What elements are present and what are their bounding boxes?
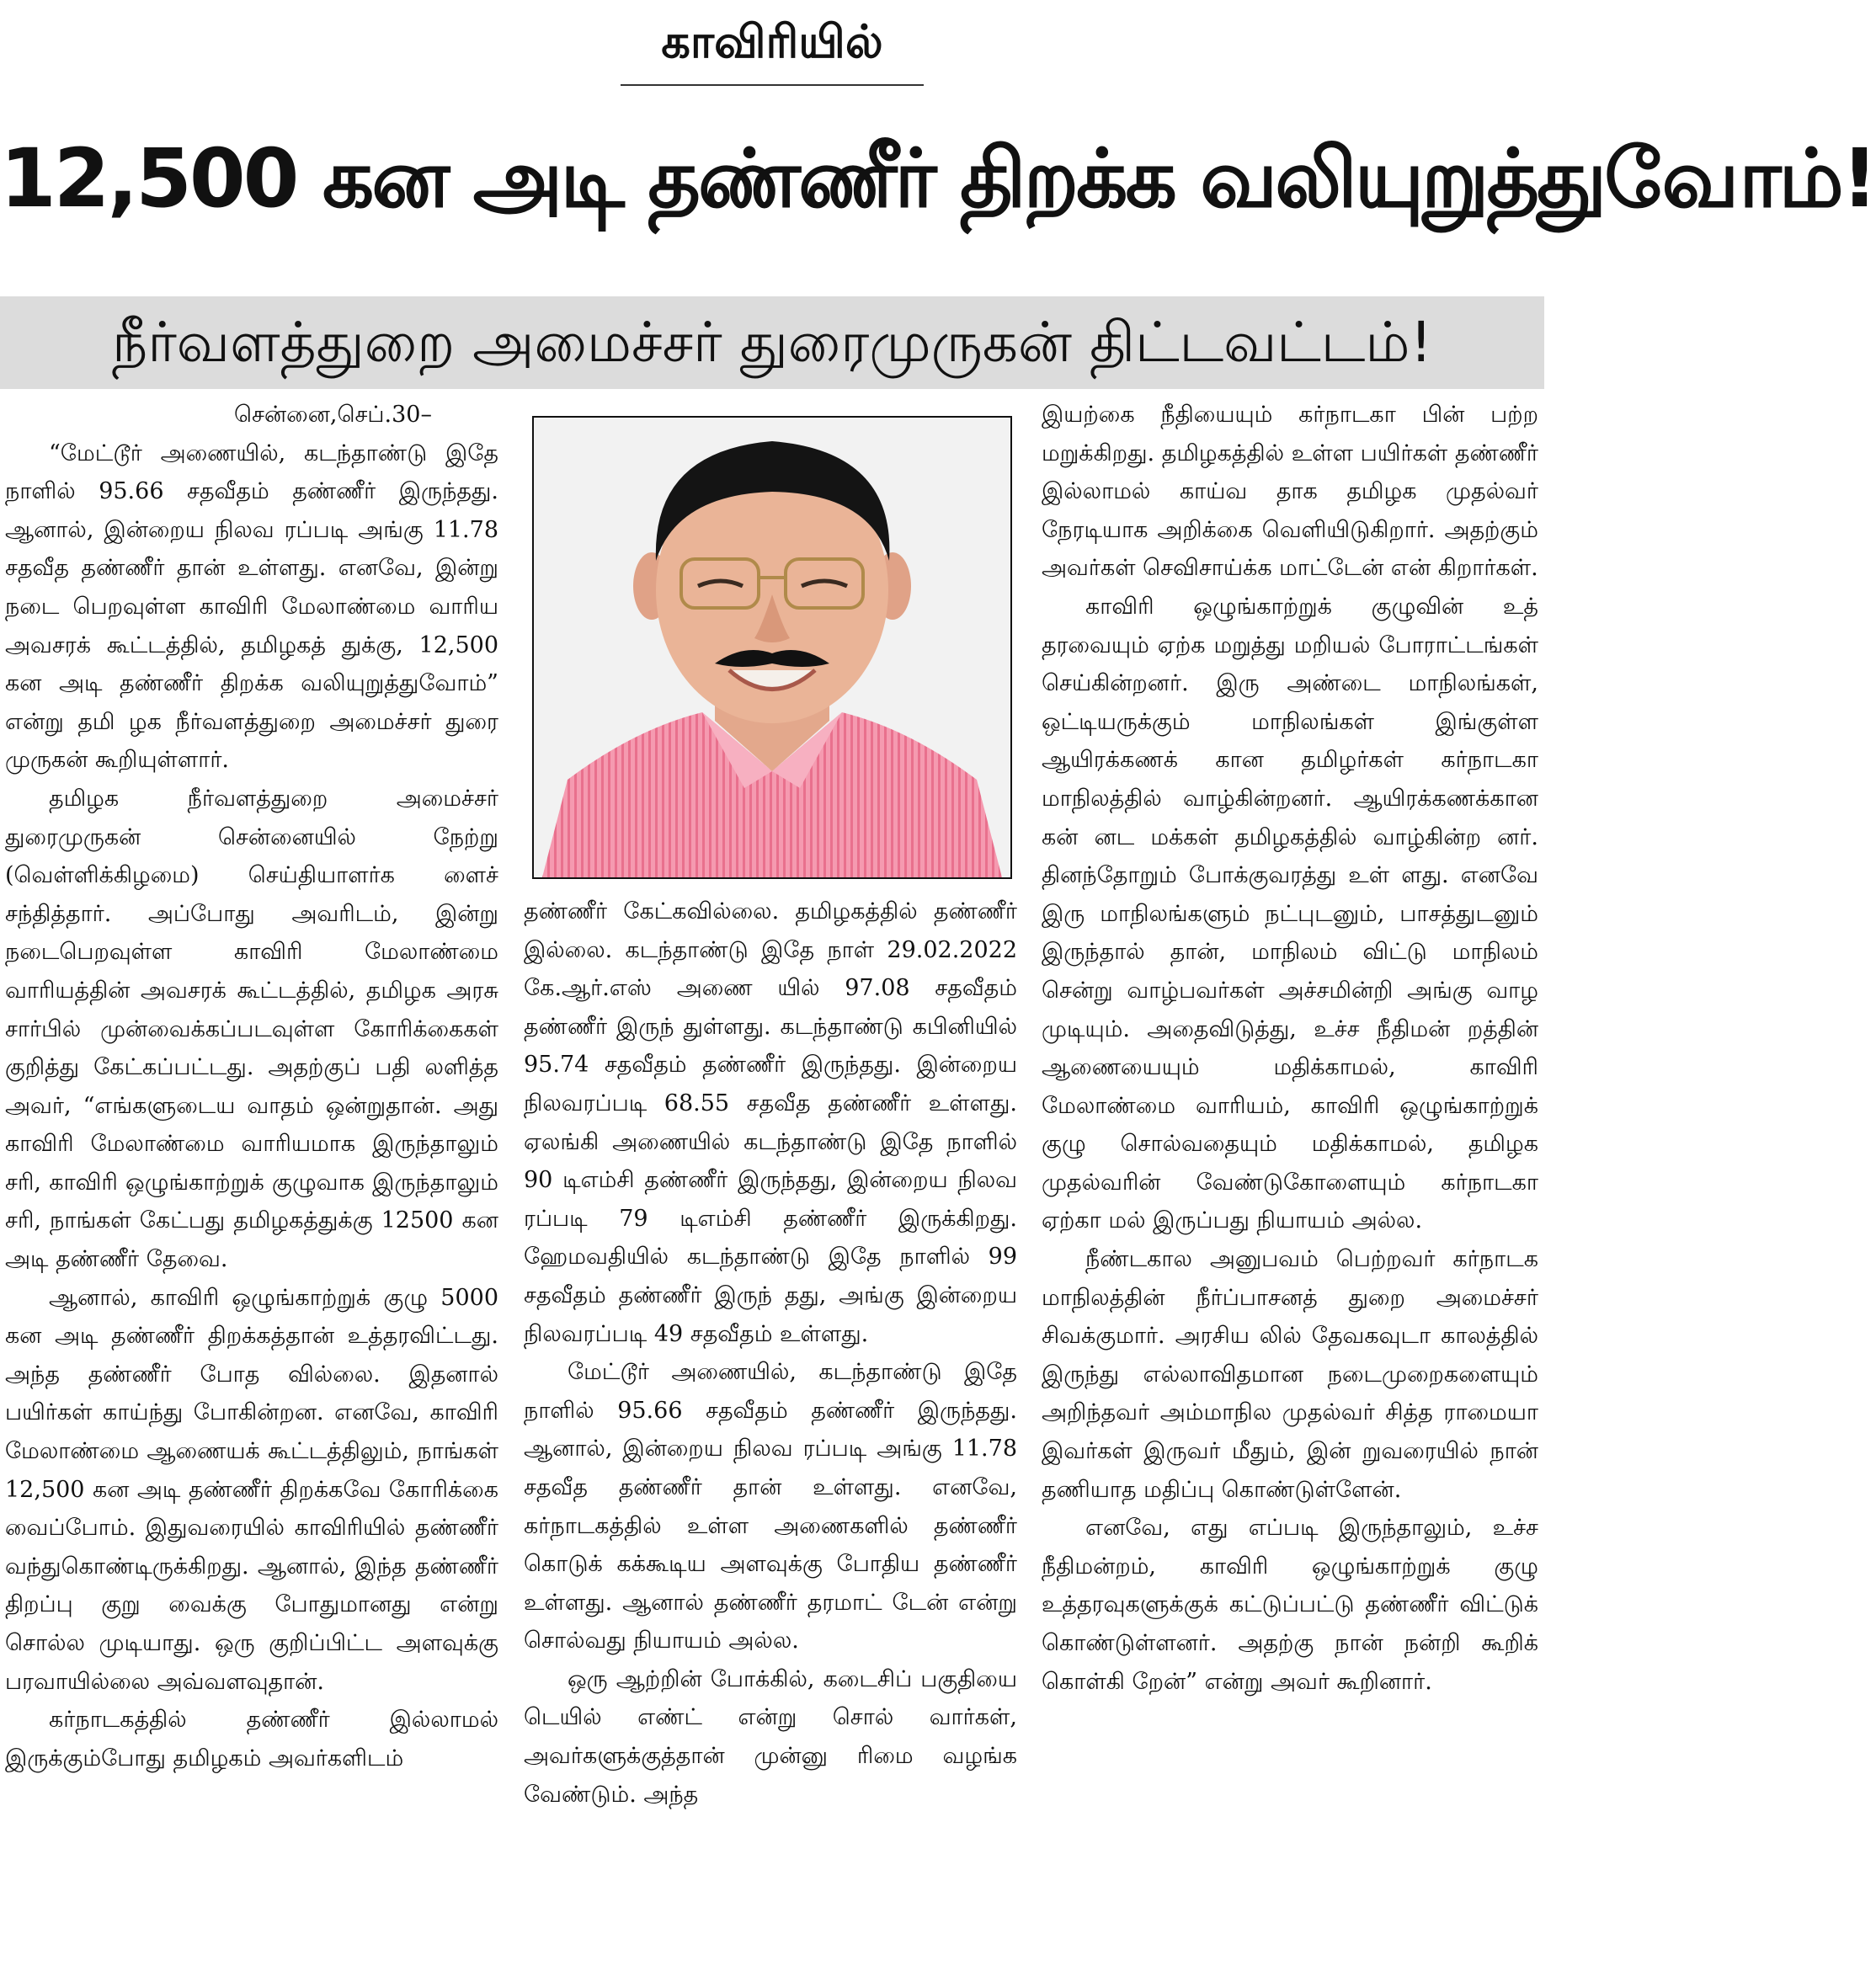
minister-photo — [532, 416, 1012, 879]
paragraph: தமிழக நீர்வளத்துறை அமைச்சர் துரைமுருகன் சென்னையில் நேற்று (வெள்ளிக்கிழமை) செய்தியாளர்க ளைச் சந்தித்தார். அப்போது அவரிடம், இன்று நடைபெறவுள்ள காவிரி மேலாண்மை வாரியத்தின் அவசரக் கூட்டத்தில், தமிழக அரசு சார்பில் முன்வைக்கப்படவுள்ள கோரிக்கைகள் குறித்து கேட்கப்பட்டது. அதற்குப் பதி லளித்த அவர், “எங்களுடைய வாதம் ஒன்றுதான். அது காவிரி மேலாண்மை வாரியமாக இருந்தாலும் சரி, காவிரி ஒழுங்காற்றுக் குழுவாக இருந்தாலும் சரி, நாங்கள் கேட்பது தமிழகத்துக்கு 12500 கன அடி தண்ணீர் தேவை. — [5, 785, 498, 1273]
dateline-paragraph — [5, 396, 498, 434]
paragraph: நீண்டகால அனுபவம் பெற்றவர் கர்நாடக மாநிலத்தின் நீர்ப்பாசனத் துறை அமைச்சர் சிவக்குமார். அரசிய லில் தேவகவுடா காலத்தில் இருந்து எல்லாவிதமான நடைமுறைகளையும் அறிந்தவர் அம்மாநில முதல்வர் சித்த ராமையா இவர்கள் இருவர் மீதும், இன் றுவரையில் நான் தணியாத மதிப்பு கொண்டுள்ளேன். — [1042, 1246, 1538, 1503]
paragraph: எனவே, எது எப்படி இருந்தாலும், உச்ச நீதிமன்றம், காவிரி ஒழுங்காற்றுக் குழு உத்தரவுகளுக்குக் கட்டுப்பட்டு தண்ணீர் விட்டுக் கொண்டுள்ளனர். அதற்கு நான் நன்றி கூறிக் கொள்கி றேன்” என்று அவர் கூறினார். — [1042, 1515, 1538, 1695]
paragraph: தண்ணீர் கேட்கவில்லை. தமிழகத்தில் தண்ணீர் இல்லை. கடந்தாண்டு இதே நாள் 29.02.2022 கே.ஆர்.எஸ் அணை யில் 97.08 சதவீதம் தண்ணீர் இருந் துள்ளது. கடந்தாண்டு கபினியில் 95.74 சதவீதம் தண்ணீர் இருந்தது. இன்றைய நிலவரப்படி 68.55 சதவீத தண்ணீர் உள்ளது. ஏலங்கி அணையில் கடந்தாண்டு இதே நாளில் 90 டிஎம்சி தண்ணீர் இருந்தது, இன்றைய நிலவ ரப்படி 79 டிஎம்சி தண்ணீர் இருக்கிறது. ஹேமவதியில் கடந்தாண்டு இதே நாளில் 99 சதவீதம் தண்ணீர் இருந் தது, அங்கு இன்றைய நிலவரப்படி 49 சதவீதம் உள்ளது. — [524, 898, 1017, 1347]
kicker-underline — [621, 84, 924, 86]
paragraph: ஒரு ஆற்றின் போக்கில், கடைசிப் பகுதியை டெயில் எண்ட் என்று சொல் வார்கள், அவர்களுக்குத்தான் முன்னு ரிமை வழங்க வேண்டும். அந்த — [524, 1665, 1017, 1808]
paragraph: இயற்கை நீதியையும் கர்நாடகா பின் பற்ற மறுக்கிறது. தமிழகத்தில் உள்ள பயிர்கள் தண்ணீர் இல்லாமல் காய்வ தாக தமிழக முதல்வர் நேரடியாக அறிக்கை வெளியிடுகிறார். அதற்கும் அவர்கள் செவிசாய்க்க மாட்டேன் என் கிறார்கள். — [1042, 402, 1538, 582]
headline: 12,500 கன அடி தண்ணீர் திறக்க வலியுறுத்துவோம்! — [0, 131, 1876, 226]
paragraph: மேட்டூர் அணையில், கடந்தாண்டு இதே நாளில் 95.66 சதவீதம் தண்ணீர் இருந்தது. ஆனால், இன்றைய நிலவ ரப்படி அங்கு 11.78 சதவீத தண்ணீர் தான் உள்ளது. எனவே, கர்நாடகத்தில் உள்ள அணைகளில் தண்ணீர் கொடுக் கக்கூடிய அளவுக்கு போதிய தண்ணீர் உள்ளது. ஆனால் தண்ணீர் தரமாட் டேன் என்று சொல்வது நியாயம் அல்ல. — [524, 1359, 1017, 1654]
dateline: சென்னை,செப்.30– — [234, 402, 432, 428]
paragraph: காவிரி ஒழுங்காற்றுக் குழுவின் உத் தரவையும் ஏற்க மறுத்து மறியல் போராட்டங்கள் செய்கின்றனர். இரு அண்டை மாநிலங்கள், ஒட்டியருக்கும் மாநிலங்கள் இங்குள்ள ஆயிரக்கணக் கான தமிழர்கள் கர்நாடகா மாநிலத்தில் வாழ்கின்றனர். ஆயிரக்கணக்கான கன் னட மக்கள் தமிழகத்தில் வாழ்கின்ற னர். தினந்தோறும் போக்குவரத்து உள் ளது. எனவே இரு மாநிலங்களும் நட்புடனும், பாசத்துடனும் இருந்தால் தான், மாநிலம் விட்டு மாநிலம் சென்று வாழ்பவர்கள் அச்சமின்றி அங்கு வாழ முடியும். அதைவிடுத்து, உச்ச நீதிமன் றத்தின் ஆணையையும் மதிக்காமல், காவிரி மேலாண்மை வாரியம், காவிரி ஒழுங்காற்றுக் குழு சொல்வதையும் மதிக்காமல், தமிழக முதல்வரின் வேண்டுகோளையும் கர்நாடகா ஏற்கா மல் இருப்பது நியாயம் அல்ல. — [1042, 593, 1538, 1234]
paragraph: “மேட்டூர் அணையில், கடந்தாண்டு இதே நாளில் 95.66 சதவீதம் தண்ணீர் இருந்தது. ஆனால், இன்றைய நிலவ ரப்படி அங்கு 11.78 சதவீத தண்ணீர் தான் உள்ளது. எனவே, இன்று நடை பெறவுள்ள காவிரி மேலாண்மை வாரிய அவசரக் கூட்டத்தில், தமிழகத் துக்கு, 12,500 கன அடி தண்ணீர் திறக்க வலியுறுத்துவோம்” என்று தமி ழக நீர்வளத்துறை அமைச்சர் துரை முருகன் கூறியுள்ளார். — [5, 440, 498, 774]
article-column-3 — [1042, 396, 1538, 1982]
paragraph: கர்நாடகத்தில் தண்ணீர் இல்லாமல் இருக்கும்போது தமிழகம் அவர்களிடம் — [5, 1707, 498, 1772]
subheadline: நீர்வளத்துறை அமைச்சர் துரைமுருகன் திட்டவட்டம்! — [112, 310, 1432, 375]
article-column-2 — [524, 892, 1017, 1982]
article-column-1 — [5, 396, 498, 1982]
paragraph: ஆனால், காவிரி ஒழுங்காற்றுக் குழு 5000 கன அடி தண்ணீர் திறக்கத்தான் உத்தரவிட்டது. அந்த தண்ணீர் போத வில்லை. இதனால் பயிர்கள் காய்ந்து போகின்றன. எனவே, காவிரி மேலாண்மை ஆணையக் கூட்டத்திலும், நாங்கள் 12,500 கன அடி தண்ணீர் திறக்கவே கோரிக்கை வைப்போம். இதுவரையில் காவிரியில் தண்ணீர் வந்துகொண்டிருக்கிறது. ஆனால், இந்த தண்ணீர் திறப்பு குறு வைக்கு போதுமானது என்று சொல்ல முடியாது. ஒரு குறிப்பிட்ட அளவுக்கு பரவாயில்லை அவ்வளவுதான். — [5, 1284, 498, 1695]
portrait-illustration — [534, 418, 1010, 877]
kicker-title: காவிரியில் — [661, 15, 883, 68]
